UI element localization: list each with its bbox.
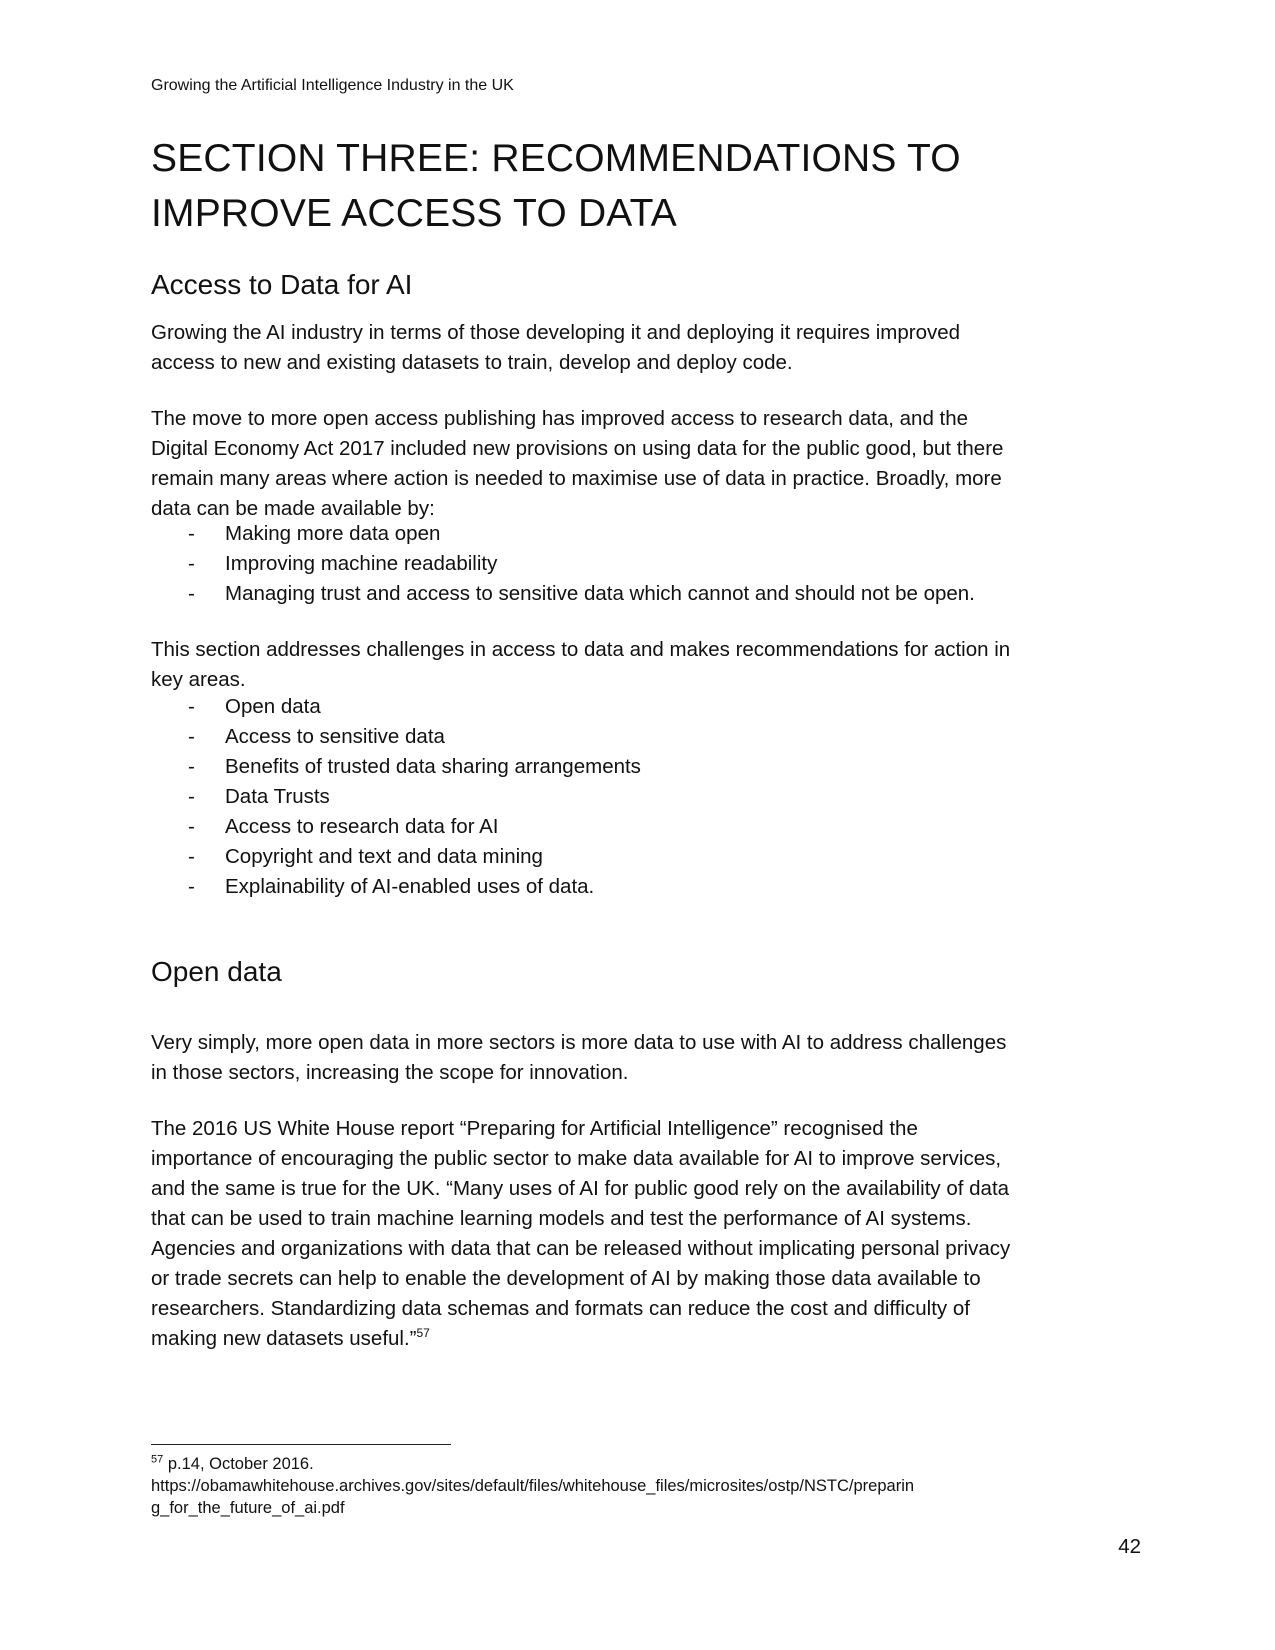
text-line: The move to more open access publishing has improved access to research data, and the (151, 407, 969, 430)
footnote-line (151, 1453, 1141, 1475)
text-line: Growing the AI industry in terms of those developing it and deploying it requires improved (151, 321, 961, 344)
list-item-text: Explainability of AI-enabled uses of data. (225, 875, 595, 898)
heading-open-data: Open data (151, 956, 282, 987)
list-item (151, 782, 641, 812)
dash-bullet: - (188, 875, 195, 898)
footnote-text: p.14, October 2016. (163, 1455, 314, 1473)
page-number: 42 (1118, 1535, 1141, 1558)
text-line: researchers. Standardizing data schemas and formats can reduce the cost and difficulty of (151, 1297, 970, 1320)
text-line: key areas. (151, 668, 246, 691)
dash-bullet: - (188, 755, 195, 778)
list-item (151, 519, 975, 549)
text-line: that can be used to train machine learning models and test the performance of AI systems. (151, 1207, 972, 1230)
list-item-text: Improving machine readability (225, 552, 498, 575)
footnote-url[interactable]: https://obamawhitehouse.archives.gov/sites/default/files/whitehouse_files/microsites/ostp/NSTC/preparin (151, 1477, 915, 1495)
text-line: Digital Economy Act 2017 included new provisions on using data for the public good, but there (151, 437, 1004, 460)
section-title-line: IMPROVE ACCESS TO DATA (151, 192, 677, 235)
footnote (151, 1453, 1141, 1519)
text-line: data can be made available by: (151, 497, 435, 520)
list-item-text: Benefits of trusted data sharing arrangements (225, 755, 641, 778)
text-line: Very simply, more open data in more sectors is more data to use with AI to address challenges (151, 1031, 1007, 1054)
list-item-text: Access to sensitive data (225, 725, 445, 748)
bullet-list (151, 519, 975, 609)
list-item (151, 812, 641, 842)
list-item-text: Data Trusts (225, 785, 330, 808)
list-item (151, 872, 641, 902)
dash-bullet: - (188, 522, 195, 545)
list-item-text: Open data (225, 695, 321, 718)
paragraph (151, 318, 1131, 378)
text-line: and the same is true for the UK. “Many uses of AI for public good rely on the availability of data (151, 1177, 1010, 1200)
section-title-line: SECTION THREE: RECOMMENDATIONS TO (151, 137, 961, 180)
dash-bullet: - (188, 815, 195, 838)
bullet-list (151, 692, 641, 902)
dash-bullet: - (188, 582, 195, 605)
text-line: Agencies and organizations with data that can be released without implicating personal privacy (151, 1237, 1011, 1260)
text-line (151, 1324, 1131, 1354)
paragraph (151, 1114, 1131, 1354)
list-item-text: Copyright and text and data mining (225, 845, 543, 868)
list-item (151, 549, 975, 579)
paragraph (151, 404, 1131, 524)
text-line: importance of encouraging the public sector to make data available for AI to improve services, (151, 1147, 1002, 1170)
dash-bullet: - (188, 785, 195, 808)
footnote-url[interactable]: g_for_the_future_of_ai.pdf (151, 1499, 345, 1517)
document-page (151, 0, 1141, 1650)
heading-access-to-data: Access to Data for AI (151, 269, 413, 300)
list-item-text: Making more data open (225, 522, 441, 545)
text-line: in those sectors, increasing the scope for innovation. (151, 1061, 629, 1084)
list-item (151, 692, 641, 722)
dash-bullet: - (188, 695, 195, 718)
footnote-divider (151, 1444, 451, 1445)
list-item (151, 722, 641, 752)
text-line: remain many areas where action is needed to maximise use of data in practice. Broadly, more (151, 467, 1002, 490)
text-line: access to new and existing datasets to train, develop and deploy code. (151, 351, 793, 374)
list-item-text: Managing trust and access to sensitive data which cannot and should not be open. (225, 582, 975, 605)
dash-bullet: - (188, 725, 195, 748)
section-title (151, 131, 961, 241)
text-line: This section addresses challenges in access to data and makes recommendations for action in (151, 638, 1011, 661)
text-line: The 2016 US White House report “Preparing for Artificial Intelligence” recognised the (151, 1117, 918, 1140)
list-item (151, 752, 641, 782)
list-item (151, 579, 975, 609)
footnote-reference[interactable]: 57 (416, 1326, 430, 1341)
list-item-text: Access to research data for AI (225, 815, 499, 838)
text-segment: making new datasets useful.” (151, 1327, 417, 1350)
footnote-number: 57 (151, 1453, 164, 1466)
text-line: or trade secrets can help to enable the development of AI by making those data available to (151, 1267, 981, 1290)
paragraph (151, 1028, 1131, 1088)
running-header: Growing the Artificial Intelligence Industry in the UK (151, 77, 514, 94)
dash-bullet: - (188, 845, 195, 868)
dash-bullet: - (188, 552, 195, 575)
list-item (151, 842, 641, 872)
paragraph (151, 635, 1131, 695)
